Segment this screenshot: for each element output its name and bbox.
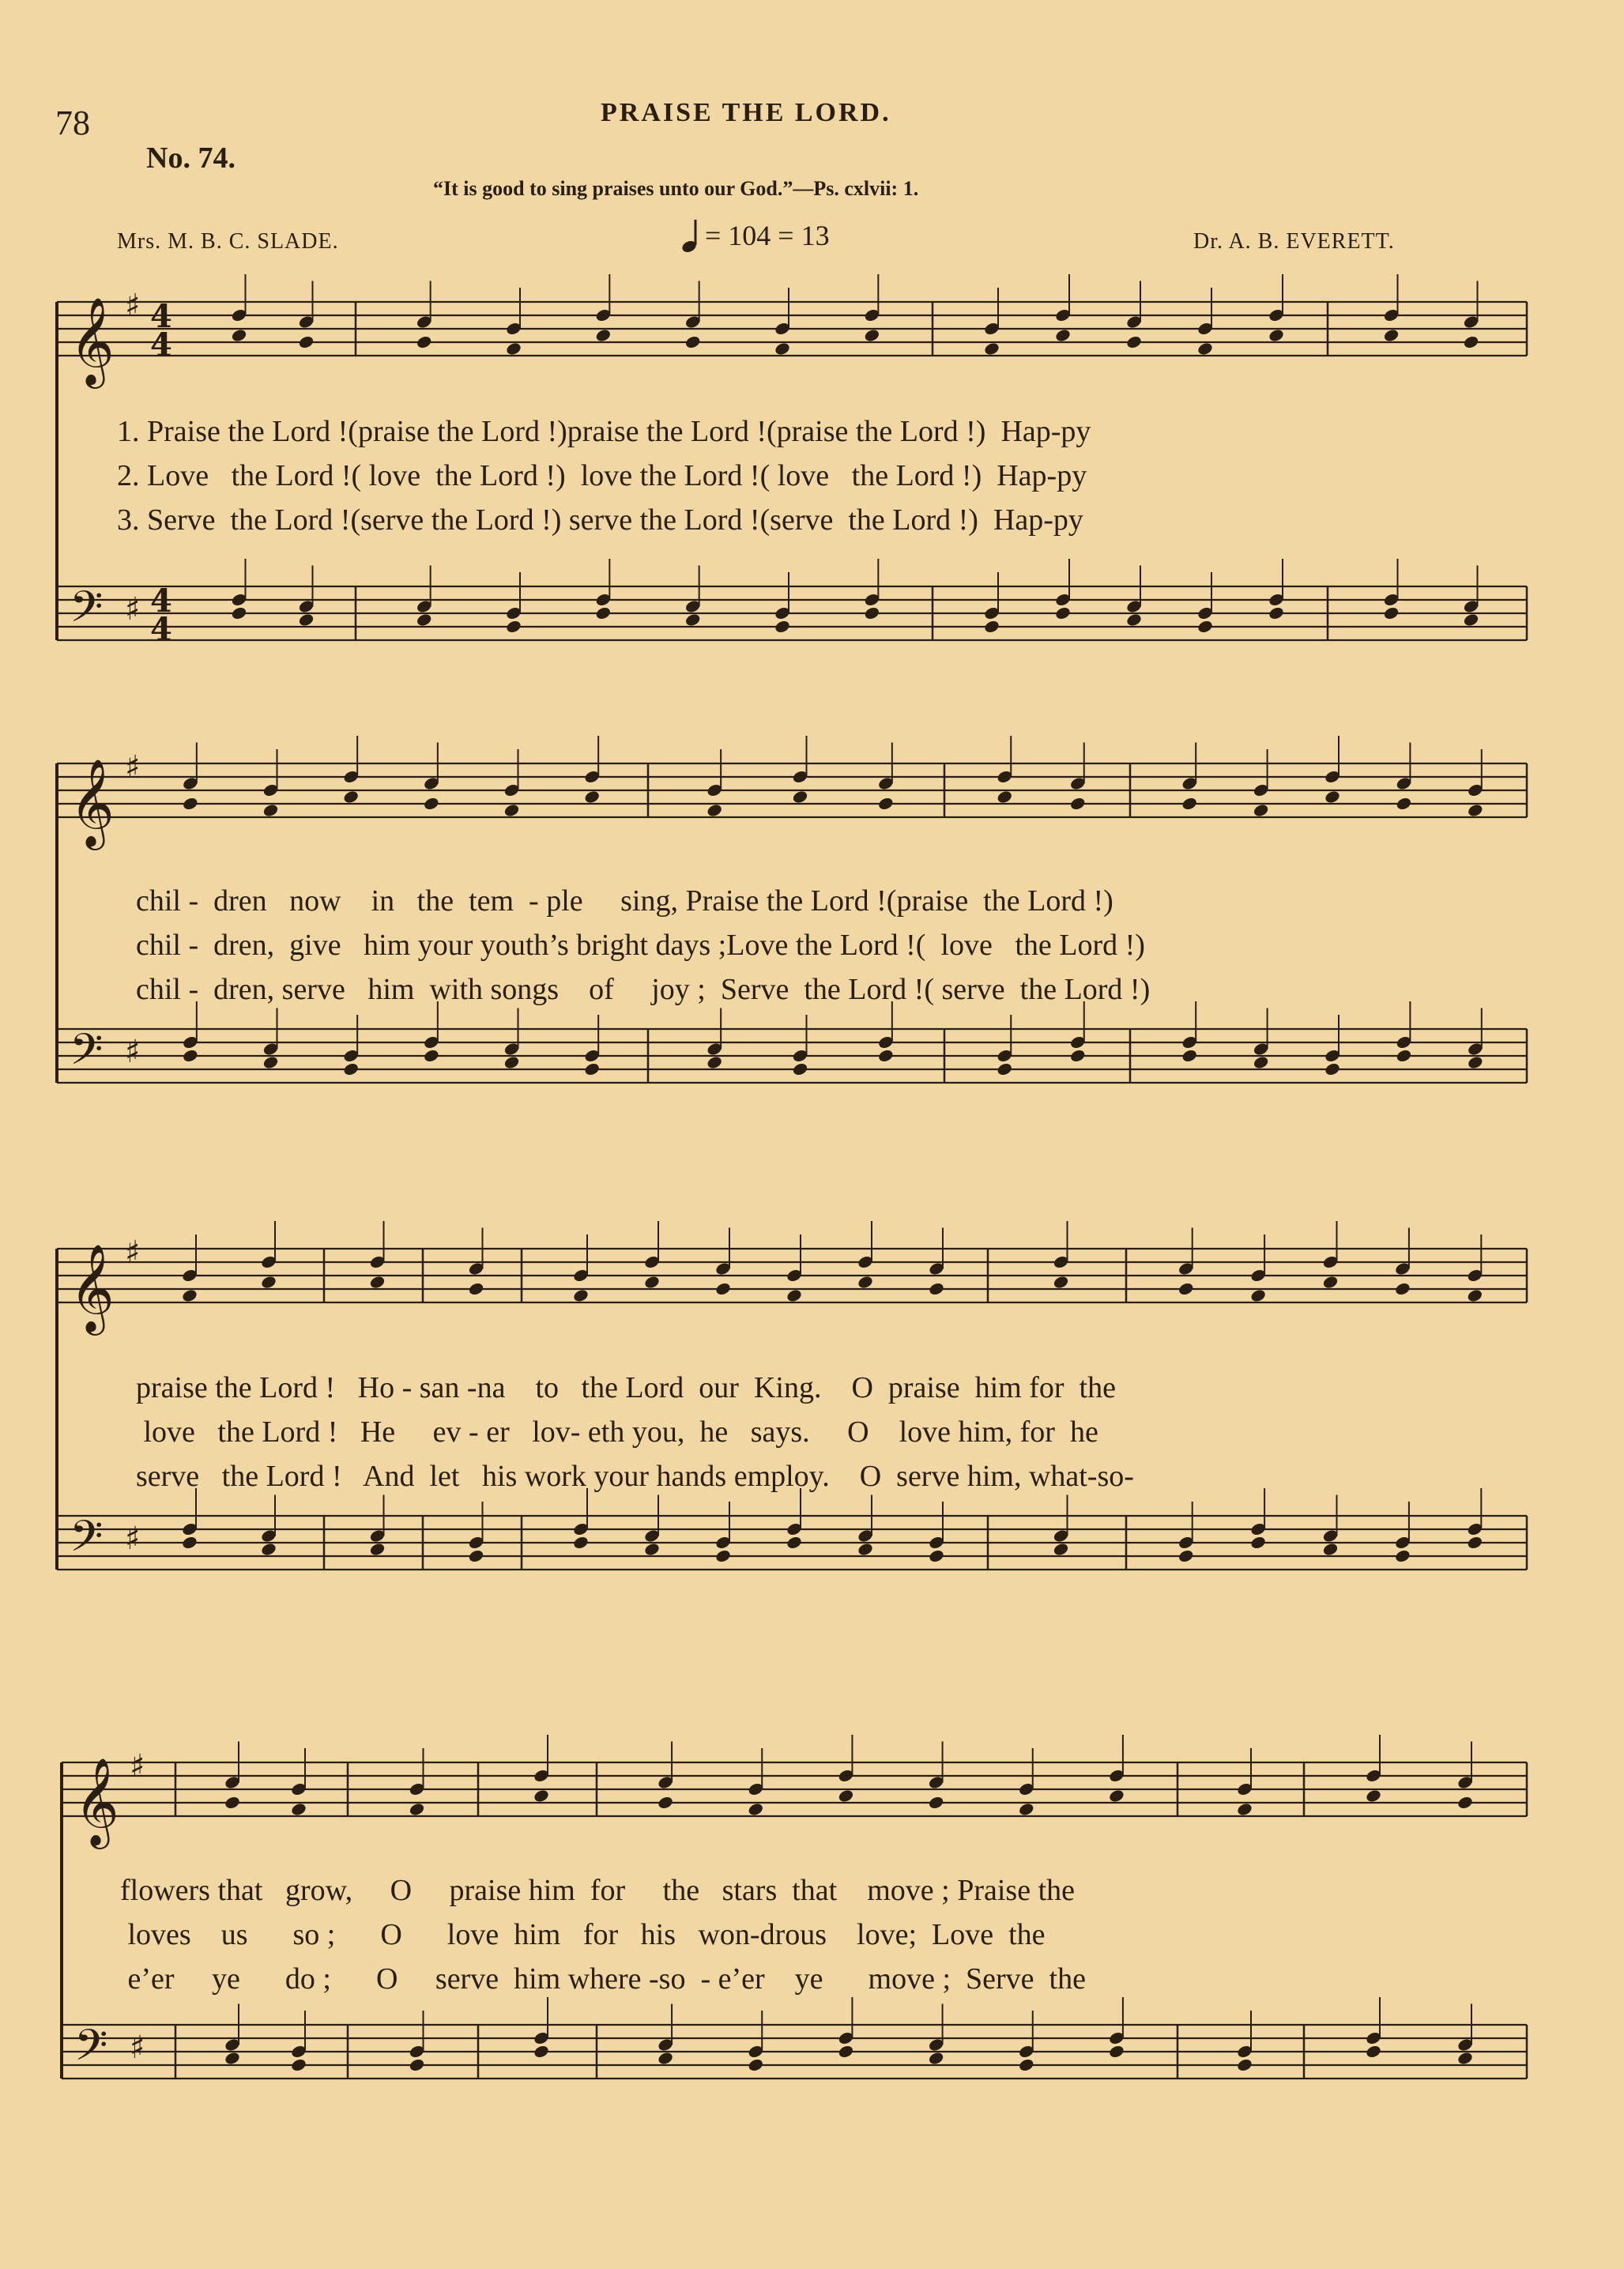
notehead bbox=[1054, 328, 1072, 343]
bass-clef-icon: 𝄢 bbox=[70, 1511, 104, 1572]
notehead bbox=[290, 2057, 307, 2072]
notehead bbox=[1324, 1061, 1341, 1076]
notehead bbox=[231, 605, 248, 620]
notehead bbox=[643, 1275, 661, 1290]
key-signature-sharp: ♯ bbox=[125, 591, 141, 628]
notehead bbox=[224, 2051, 241, 2066]
notehead bbox=[1365, 2044, 1382, 2059]
treble-clef-icon: 𝄞 bbox=[70, 1243, 115, 1332]
notehead bbox=[181, 1535, 198, 1550]
notehead bbox=[877, 796, 895, 811]
notehead bbox=[1456, 1795, 1474, 1810]
notehead bbox=[1108, 2044, 1125, 2059]
notehead bbox=[1069, 1048, 1087, 1063]
notehead bbox=[1053, 1275, 1070, 1290]
key-signature-sharp: ♯ bbox=[125, 1521, 141, 1557]
notehead bbox=[416, 612, 433, 628]
notehead bbox=[572, 1288, 590, 1303]
notehead bbox=[1463, 334, 1480, 349]
time-signature-bottom: 4 bbox=[150, 611, 172, 648]
lyric-line: e’er ye do ; O serve him where -so - e’er ye move ; Serve the bbox=[120, 1962, 1086, 1996]
lyric-line: flowers that grow, O praise him for the stars that move ; Praise the bbox=[120, 1874, 1076, 1907]
notehead bbox=[714, 1281, 732, 1296]
notehead bbox=[1196, 341, 1214, 356]
notehead bbox=[684, 334, 702, 349]
lyric-line: chil - dren, give him your youth’s bright days ;Love the Lord !( love the Lord !) bbox=[136, 929, 1145, 962]
notehead bbox=[1394, 1281, 1411, 1296]
page-title: PRAISE THE LORD. bbox=[601, 98, 891, 127]
lyric-line: 1. Praise the Lord !(praise the Lord !)praise the Lord !(praise the Lord !) Hap-py bbox=[117, 415, 1091, 448]
key-signature-sharp: ♯ bbox=[130, 2030, 145, 2066]
notehead bbox=[1463, 612, 1480, 628]
notehead bbox=[1322, 1275, 1340, 1290]
notehead bbox=[231, 328, 248, 343]
tempo-text: = 104 = 13 bbox=[705, 220, 830, 251]
notehead bbox=[342, 1061, 360, 1076]
notehead bbox=[1177, 1281, 1195, 1296]
notehead bbox=[684, 612, 702, 628]
treble-clef-icon: 𝄞 bbox=[74, 1757, 119, 1845]
notehead bbox=[1236, 1802, 1253, 1817]
notehead bbox=[838, 1788, 855, 1804]
notehead bbox=[863, 605, 880, 620]
notehead bbox=[928, 1795, 945, 1810]
notehead bbox=[182, 1048, 199, 1063]
notehead bbox=[423, 1048, 440, 1063]
notehead bbox=[1365, 1788, 1382, 1804]
notehead bbox=[1253, 803, 1270, 818]
key-signature-sharp: ♯ bbox=[125, 288, 141, 324]
notehead bbox=[657, 2051, 674, 2066]
notehead bbox=[503, 1055, 521, 1070]
composer-credit: Dr. A. B. EVERETT. bbox=[1193, 229, 1395, 254]
notehead bbox=[224, 1795, 241, 1810]
notehead bbox=[468, 1548, 485, 1563]
notehead bbox=[594, 605, 612, 620]
notehead bbox=[792, 1061, 809, 1076]
notehead bbox=[786, 1535, 803, 1550]
notehead bbox=[706, 1055, 723, 1070]
bass-clef-icon: 𝄢 bbox=[70, 582, 104, 643]
notehead bbox=[182, 796, 199, 811]
notehead bbox=[260, 1275, 277, 1290]
notehead bbox=[594, 328, 612, 343]
key-signature-sharp: ♯ bbox=[125, 749, 141, 786]
notehead bbox=[262, 803, 280, 818]
notehead bbox=[996, 790, 1013, 805]
notehead bbox=[747, 2057, 764, 2072]
key-signature-sharp: ♯ bbox=[125, 1034, 141, 1070]
notehead bbox=[928, 2051, 945, 2066]
epigraph: “It is good to sing praises unto our God.”—Ps. cxlvii: 1. bbox=[433, 177, 919, 200]
notehead bbox=[1018, 1802, 1035, 1817]
notehead bbox=[572, 1535, 590, 1550]
notehead bbox=[1456, 2051, 1474, 2066]
notehead bbox=[857, 1542, 874, 1557]
notehead bbox=[298, 612, 315, 628]
key-signature-sharp: ♯ bbox=[130, 1748, 145, 1785]
time-signature-bottom: 4 bbox=[150, 326, 172, 364]
notehead bbox=[857, 1275, 874, 1290]
bass-clef-icon: 𝄢 bbox=[70, 1024, 104, 1085]
lyric-line: serve the Lord ! And let his work your hands employ. O serve him, what-so- bbox=[136, 1460, 1134, 1493]
notehead bbox=[996, 1061, 1013, 1076]
notehead bbox=[262, 1055, 280, 1070]
notehead bbox=[1069, 796, 1087, 811]
lyric-line: loves us so ; O love him for his won-drous love; Love the bbox=[120, 1918, 1046, 1951]
notehead bbox=[423, 796, 440, 811]
notehead bbox=[1054, 605, 1072, 620]
notehead bbox=[1268, 605, 1285, 620]
notehead bbox=[706, 803, 723, 818]
notehead bbox=[416, 334, 433, 349]
lyric-line: 3. Serve the Lord !(serve the Lord !) serve the Lord !(serve the Lord !) Hap-py bbox=[117, 503, 1083, 537]
notehead bbox=[1383, 328, 1400, 343]
bass-clef-icon: 𝄢 bbox=[74, 2020, 108, 2081]
notehead bbox=[1177, 1548, 1195, 1563]
notehead bbox=[583, 1061, 601, 1076]
notehead bbox=[983, 341, 1000, 356]
notehead bbox=[1181, 796, 1198, 811]
lyric-line: chil - dren now in the tem - ple sing, Praise the Lord !(praise the Lord !) bbox=[136, 884, 1113, 918]
hymn-number: No. 74. bbox=[146, 141, 235, 175]
notehead bbox=[657, 1795, 674, 1810]
notehead bbox=[1466, 1535, 1483, 1550]
notehead bbox=[181, 1288, 198, 1303]
notehead bbox=[1253, 1055, 1270, 1070]
notehead bbox=[786, 1288, 803, 1303]
notehead bbox=[503, 803, 521, 818]
notehead bbox=[877, 1048, 895, 1063]
notehead bbox=[1236, 2057, 1253, 2072]
lyric-line: 2. Love the Lord !( love the Lord !) love the Lord !( love the Lord !) Hap-py bbox=[117, 459, 1087, 492]
notehead bbox=[1395, 1048, 1412, 1063]
notehead bbox=[1394, 1548, 1411, 1563]
notehead bbox=[468, 1281, 485, 1296]
notehead bbox=[1467, 1055, 1484, 1070]
notehead bbox=[369, 1542, 386, 1557]
page-number: 78 bbox=[55, 104, 90, 142]
notehead bbox=[983, 619, 1000, 634]
notehead bbox=[1018, 2057, 1035, 2072]
time-signature-top: 4 bbox=[150, 298, 172, 335]
notehead bbox=[260, 1542, 277, 1557]
notehead bbox=[1249, 1535, 1267, 1550]
notehead bbox=[1125, 334, 1143, 349]
lyricist-credit: Mrs. M. B. C. SLADE. bbox=[117, 229, 339, 254]
notehead bbox=[409, 1802, 426, 1817]
notehead bbox=[1249, 1288, 1267, 1303]
notehead bbox=[928, 1548, 945, 1563]
treble-clef-icon: 𝄞 bbox=[70, 758, 115, 846]
notehead bbox=[533, 2044, 550, 2059]
lyric-line: praise the Lord ! Ho - san -na to the Lord our King. O praise him for the bbox=[136, 1371, 1116, 1404]
notehead bbox=[774, 619, 791, 634]
lyric-line: love the Lord ! He ev - er lov- eth you, he says. O love him, for he bbox=[136, 1415, 1098, 1449]
notehead bbox=[298, 334, 315, 349]
notehead bbox=[792, 790, 809, 805]
notehead bbox=[369, 1275, 386, 1290]
notehead bbox=[838, 2044, 855, 2059]
notehead bbox=[505, 619, 522, 634]
notehead bbox=[505, 341, 522, 356]
notehead bbox=[1395, 796, 1412, 811]
lyric-line: chil - dren, serve him with songs of joy ; Serve the Lord !( serve the Lord !) bbox=[136, 973, 1151, 1006]
key-signature-sharp: ♯ bbox=[125, 1234, 141, 1271]
notehead bbox=[1322, 1542, 1340, 1557]
notehead bbox=[1196, 619, 1214, 634]
notehead bbox=[1181, 1048, 1198, 1063]
time-signature-top: 4 bbox=[150, 582, 172, 620]
notehead bbox=[1383, 605, 1400, 620]
notehead bbox=[1053, 1542, 1070, 1557]
notehead bbox=[1125, 612, 1143, 628]
notehead bbox=[342, 790, 360, 805]
notehead bbox=[863, 328, 880, 343]
treble-clef-icon: 𝄞 bbox=[70, 296, 115, 385]
notehead bbox=[1324, 790, 1341, 805]
notehead bbox=[1108, 1788, 1125, 1804]
notehead bbox=[1466, 1288, 1483, 1303]
notehead bbox=[643, 1542, 661, 1557]
notehead bbox=[747, 1802, 764, 1817]
notehead bbox=[583, 790, 601, 805]
notehead bbox=[774, 341, 791, 356]
notehead bbox=[533, 1788, 550, 1804]
notehead bbox=[1268, 328, 1285, 343]
notehead bbox=[928, 1281, 945, 1296]
notehead bbox=[714, 1548, 732, 1563]
notehead bbox=[290, 1802, 307, 1817]
notehead bbox=[409, 2057, 426, 2072]
notehead bbox=[1467, 803, 1484, 818]
